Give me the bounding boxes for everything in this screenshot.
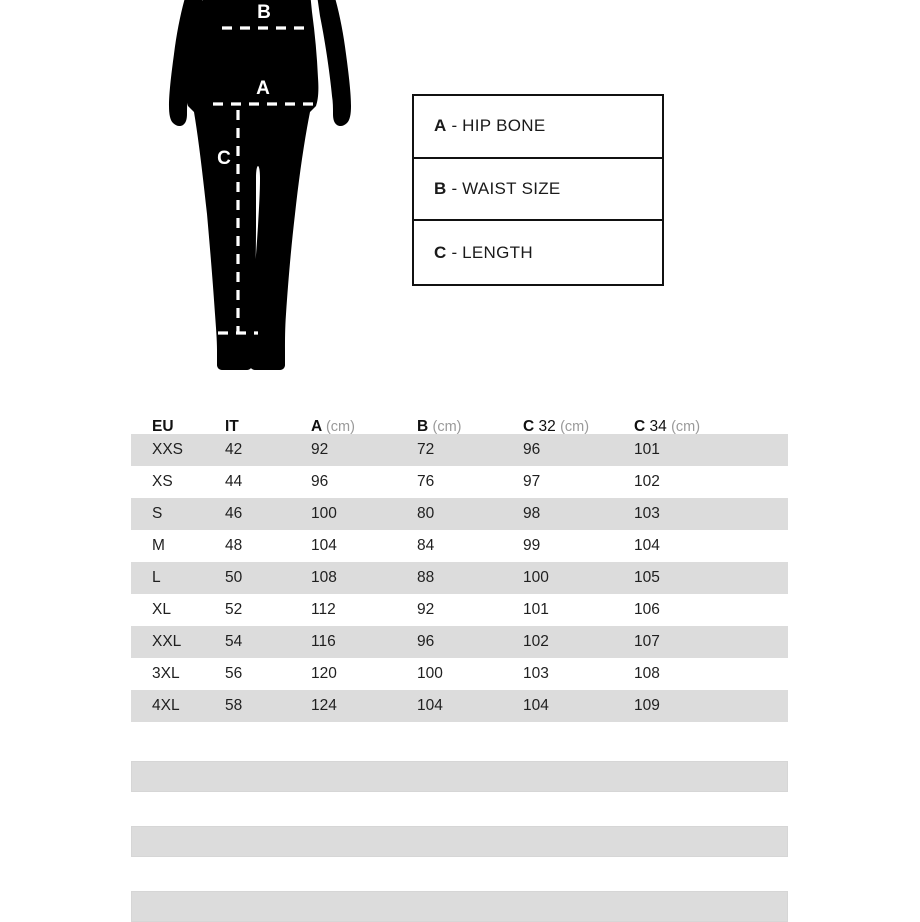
cell-c34: 108 bbox=[634, 665, 660, 683]
cell-b: 100 bbox=[417, 665, 443, 683]
column-header-c32-num: 32 bbox=[538, 417, 556, 435]
measurement-label-b: B bbox=[257, 2, 271, 23]
cell-c32: 97 bbox=[523, 473, 541, 491]
column-header-it bbox=[225, 419, 311, 435]
table-row bbox=[131, 466, 788, 498]
column-header-b-unit: (cm) bbox=[432, 418, 462, 435]
measurement-legend bbox=[412, 94, 664, 286]
column-header-it-label: IT bbox=[225, 417, 239, 435]
column-header-a bbox=[311, 419, 417, 435]
cell-eu: XXS bbox=[152, 441, 184, 459]
cell-c34: 101 bbox=[634, 441, 660, 459]
column-header-c34 bbox=[634, 419, 754, 435]
column-header-b bbox=[417, 419, 523, 435]
cell-eu: XS bbox=[152, 473, 173, 491]
legend-separator-c: - bbox=[451, 242, 458, 262]
cell-it: 50 bbox=[225, 569, 243, 587]
cell-a: 116 bbox=[311, 633, 336, 651]
cell-a: 120 bbox=[311, 665, 337, 683]
cell-c32: 102 bbox=[523, 633, 549, 651]
cell-eu: XXL bbox=[152, 633, 182, 651]
cell-b: 88 bbox=[417, 569, 435, 587]
cell-c34: 105 bbox=[634, 569, 660, 587]
column-header-eu-label: EU bbox=[152, 417, 174, 435]
cell-a: 96 bbox=[311, 473, 329, 491]
legend-key-a: A bbox=[434, 116, 447, 136]
silhouette-svg bbox=[152, 0, 368, 384]
table-header-row bbox=[131, 404, 788, 434]
cell-a: 112 bbox=[311, 601, 336, 619]
table-row bbox=[131, 530, 788, 562]
cell-c34: 103 bbox=[634, 505, 660, 523]
column-header-eu bbox=[152, 419, 225, 435]
column-header-b-label: B bbox=[417, 417, 429, 435]
cell-c32: 99 bbox=[523, 537, 541, 555]
table-row bbox=[131, 562, 788, 594]
cell-eu: M bbox=[152, 537, 165, 555]
cell-b: 96 bbox=[417, 633, 435, 651]
column-header-c34-num: 34 bbox=[649, 417, 667, 435]
table-row bbox=[131, 658, 788, 690]
placeholder-bar bbox=[131, 761, 788, 792]
legend-separator-a: - bbox=[451, 116, 458, 136]
cell-eu: 3XL bbox=[152, 665, 180, 683]
table-row bbox=[131, 594, 788, 626]
cell-eu: S bbox=[152, 505, 163, 523]
cell-eu: 4XL bbox=[152, 697, 180, 715]
legend-text-c: LENGTH bbox=[462, 242, 533, 262]
silhouette-body-shape bbox=[169, 0, 351, 370]
cell-it: 46 bbox=[225, 505, 243, 523]
legend-item-a bbox=[414, 96, 662, 159]
cell-b: 72 bbox=[417, 441, 435, 459]
body-silhouette-illustration bbox=[152, 0, 368, 384]
legend-separator-b: - bbox=[451, 178, 458, 198]
column-header-a-label: A bbox=[311, 417, 322, 435]
column-header-c32 bbox=[523, 419, 634, 435]
cell-c32: 104 bbox=[523, 697, 549, 715]
cell-c32: 103 bbox=[523, 665, 549, 683]
cell-c34: 102 bbox=[634, 473, 660, 491]
table-row bbox=[131, 498, 788, 530]
cell-c32: 100 bbox=[523, 569, 549, 587]
legend-text-a: HIP BONE bbox=[462, 116, 546, 136]
table-row bbox=[131, 690, 788, 722]
cell-c34: 104 bbox=[634, 537, 660, 555]
cell-it: 58 bbox=[225, 697, 243, 715]
cell-c32: 98 bbox=[523, 505, 541, 523]
cell-c34: 109 bbox=[634, 697, 660, 715]
cell-b: 80 bbox=[417, 505, 435, 523]
measurement-label-a: A bbox=[256, 78, 270, 99]
cell-c34: 106 bbox=[634, 601, 660, 619]
legend-text-b: WAIST SIZE bbox=[462, 178, 561, 198]
legend-key-b: B bbox=[434, 178, 447, 198]
measurement-label-c: C bbox=[217, 148, 231, 169]
cell-it: 54 bbox=[225, 633, 243, 651]
column-header-c34-label: C bbox=[634, 417, 646, 435]
legend-item-c bbox=[414, 221, 662, 284]
cell-c32: 96 bbox=[523, 441, 541, 459]
placeholder-bar bbox=[131, 891, 788, 922]
cell-it: 56 bbox=[225, 665, 243, 683]
cell-a: 92 bbox=[311, 441, 329, 459]
column-header-c32-label: C bbox=[523, 417, 535, 435]
cell-it: 52 bbox=[225, 601, 243, 619]
cell-a: 100 bbox=[311, 505, 337, 523]
cell-b: 84 bbox=[417, 537, 435, 555]
cell-c32: 101 bbox=[523, 601, 549, 619]
column-header-c34-unit: (cm) bbox=[671, 418, 701, 435]
cell-eu: L bbox=[152, 569, 161, 587]
table-row bbox=[131, 626, 788, 658]
placeholder-bar bbox=[131, 826, 788, 857]
cell-a: 104 bbox=[311, 537, 337, 555]
legend-key-c: C bbox=[434, 242, 447, 262]
cell-b: 76 bbox=[417, 473, 435, 491]
table-row bbox=[131, 434, 788, 466]
cell-it: 48 bbox=[225, 537, 243, 555]
cell-c34: 107 bbox=[634, 633, 660, 651]
column-header-c32-unit: (cm) bbox=[560, 418, 590, 435]
cell-a: 108 bbox=[311, 569, 337, 587]
legend-item-b bbox=[414, 159, 662, 222]
cell-a: 124 bbox=[311, 697, 337, 715]
cell-b: 92 bbox=[417, 601, 435, 619]
cell-it: 44 bbox=[225, 473, 243, 491]
column-header-a-unit: (cm) bbox=[325, 418, 355, 435]
cell-eu: XL bbox=[152, 601, 171, 619]
cell-it: 42 bbox=[225, 441, 243, 459]
size-chart-table bbox=[131, 404, 788, 722]
cell-b: 104 bbox=[417, 697, 443, 715]
